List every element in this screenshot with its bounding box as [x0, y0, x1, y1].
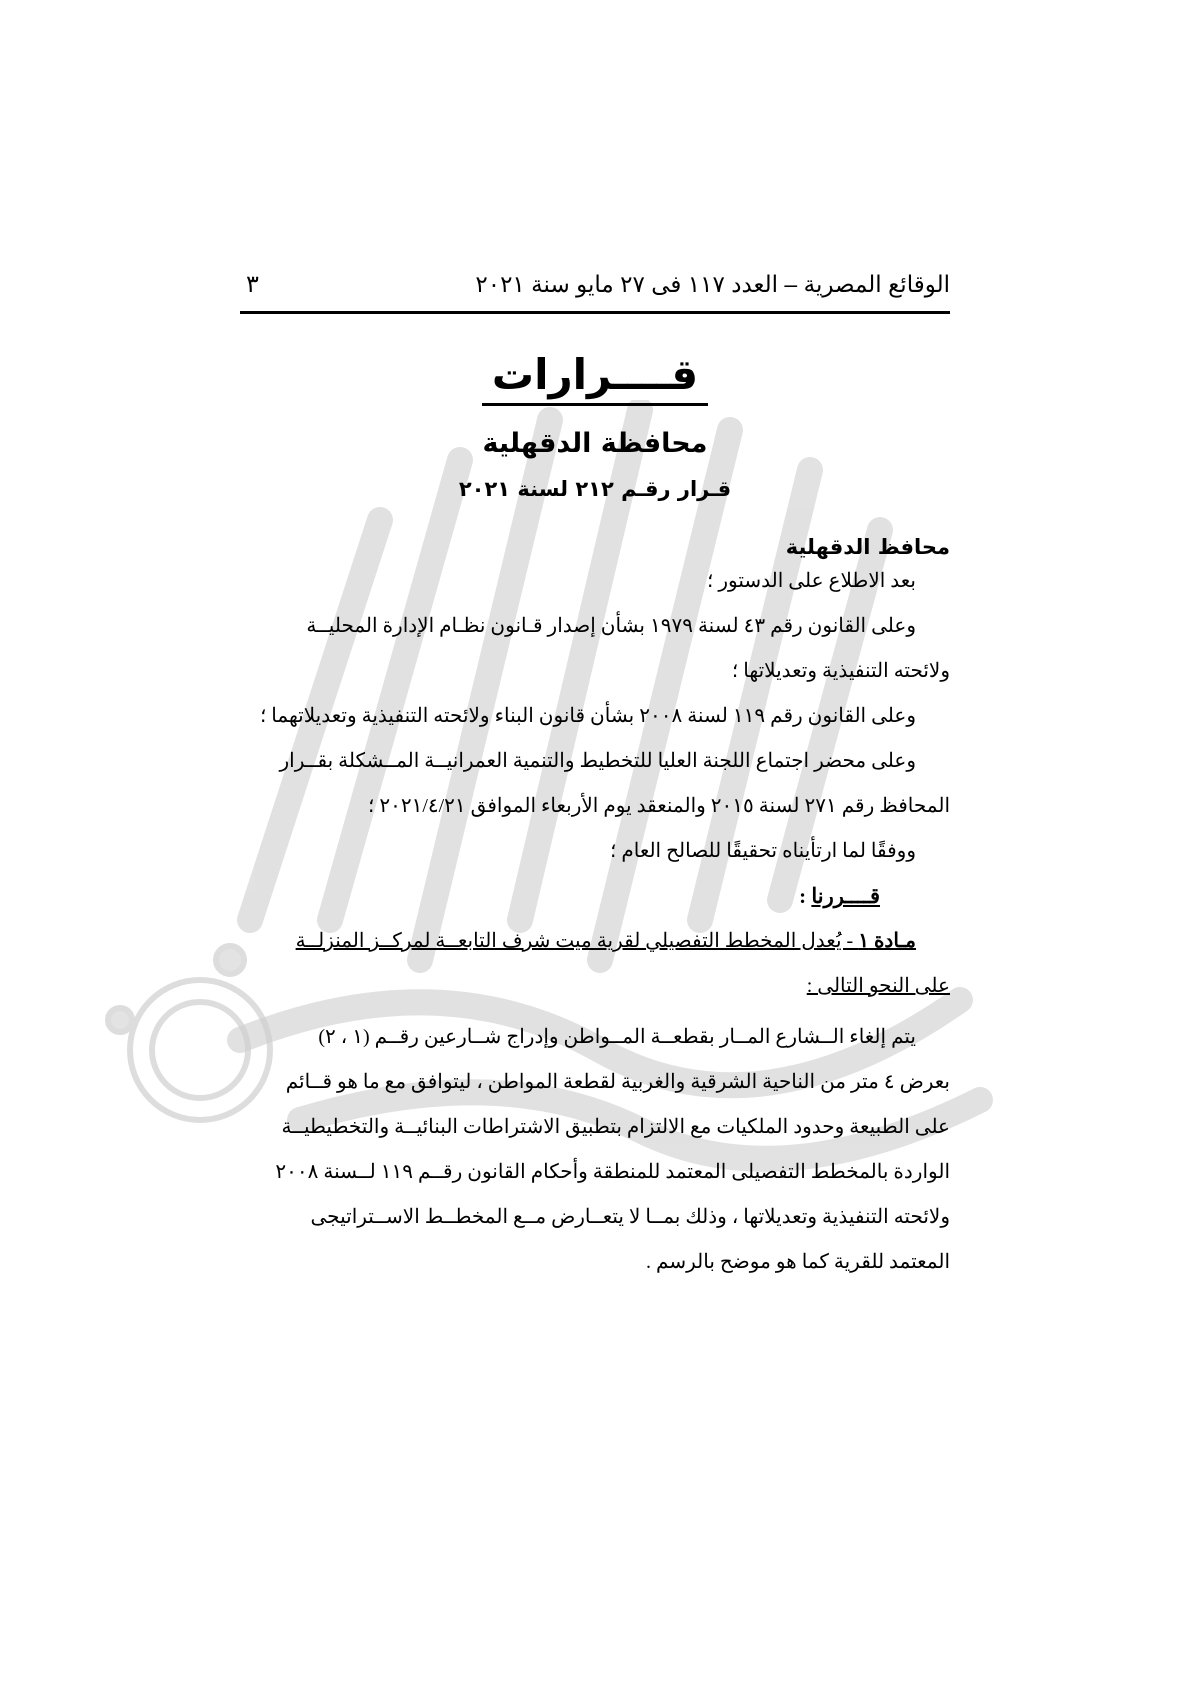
section-title	[240, 350, 950, 406]
preamble-line: وعلى القانون رقم ١١٩ لسنة ٢٠٠٨ بشأن قانون البناء ولائحته التنفيذية وتعديلاتهما ؛	[259, 705, 916, 727]
preamble-line: ولائحته التنفيذية وتعديلاتها ؛	[731, 660, 950, 682]
governorate-heading: محافظة الدقهلية	[482, 428, 708, 459]
decree-title: قـرار رقـم ٢١٢ لسنة ٢٠٢١	[458, 477, 732, 501]
article-1	[240, 919, 950, 964]
body-line: بعرض ٤ متر من الناحية الشرقية والغربية لقطعة المواطن ، ليتوافق مع ما هو قــائم	[285, 1071, 950, 1093]
preamble-line: وعلى محضر اجتماع اللجنة العليا للتخطيط والتنمية العمرانيــة المــشكلة بقــرار	[279, 750, 916, 772]
preamble-line: بعد الاطلاع على الدستور ؛	[707, 570, 916, 592]
article-text: - يُعدل المخطط التفصيلي لقرية ميت شرف التابعــة لمركــز المنزلــة	[295, 930, 859, 952]
article-1-continuation: على النحو التالى :	[806, 975, 950, 997]
issuer-heading: محافظ الدقهلية	[785, 535, 950, 559]
body-line: ولائحته التنفيذية وتعديلاتها ، وذلك بمــا لا يتعــارض مــع المخطــط الاســتراتيجى	[310, 1206, 950, 1228]
body-line: يتم إلغاء الــشارع المــار بقطعــة المــواطن وإدراج شــارعين رقــم (١ ، ٢)	[318, 1026, 916, 1048]
article-body	[240, 1015, 950, 1285]
article-label: مـادة ١	[858, 930, 916, 952]
decided-label: قــــررنا	[811, 884, 880, 908]
issue-line: الوقائع المصرية – العدد ١١٧ فى ٢٧ مايو سنة ٢٠٢١	[475, 271, 950, 297]
decided-colon: :	[799, 884, 812, 908]
gazette-page	[240, 270, 950, 1285]
body-line: المعتمد للقرية كما هو موضح بالرسم .	[646, 1251, 950, 1273]
preamble-line: المحافظ رقم ٢٧١ لسنة ٢٠١٥ والمنعقد يوم الأربعاء الموافق ٢٠٢١/٤/٢١ ؛	[367, 795, 950, 817]
section-title-text: قــــرارات	[482, 350, 708, 406]
body-line: الواردة بالمخطط التفصيلى المعتمد للمنطقة وأحكام القانون رقــم ١١٩ لــسنة ٢٠٠٨	[275, 1161, 950, 1183]
preamble	[240, 559, 950, 874]
decision-section	[240, 874, 950, 1009]
decided-heading	[240, 874, 950, 919]
preamble-line: وعلى القانون رقم ٤٣ لسنة ١٩٧٩ بشأن إصدار قـانون نظـام الإدارة المحليــة	[306, 615, 916, 637]
page-header	[240, 270, 950, 314]
body-line: على الطبيعة وحدود الملكيات مع الالتزام بتطبيق الاشتراطات البنائيــة والتخطيطيــة	[281, 1116, 950, 1138]
preamble-line: ووفقًا لما ارتأيناه تحقيقًا للصالح العام ؛	[609, 840, 916, 862]
page-number: ٣	[246, 271, 259, 298]
